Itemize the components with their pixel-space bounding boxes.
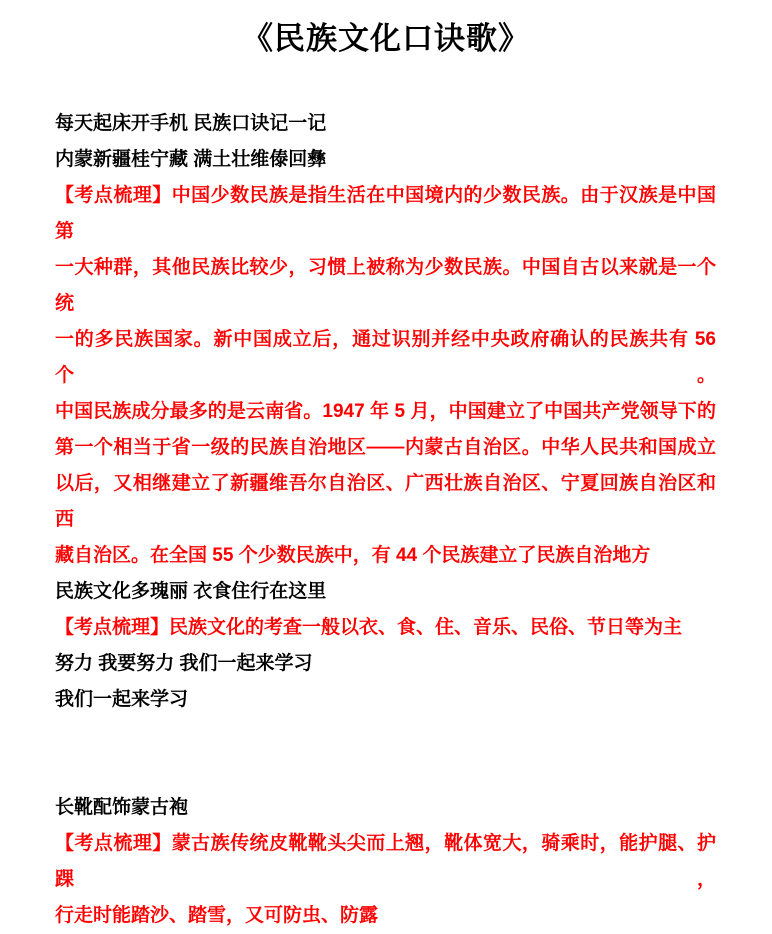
text-line: 【考点梳理】民族文化的考查一般以衣、食、住、音乐、民俗、节日等为主 xyxy=(55,617,683,638)
text-line: 【考点梳理】中国少数民族是指生活在中国境内的少数民族。由于汉族是中国第 xyxy=(55,185,716,242)
text-line: 每天起床开手机 民族口诀记一记 xyxy=(55,113,327,134)
text-line: 努力 我要努力 我们一起来学习 xyxy=(55,653,313,674)
text-line: 第一个相当于省一级的民族自治地区——内蒙古自治区。中华人民共和国成立 xyxy=(55,437,716,458)
text-line xyxy=(55,754,716,790)
text-line: 【考点梳理】蒙古族传统皮靴靴头尖而上翘，靴体宽大，骑乘时，能护腿、护踝， xyxy=(55,833,716,890)
text-line: 长靴配饰蒙古袍 xyxy=(55,797,189,818)
document-title: 《民族文化口诀歌》 xyxy=(242,21,530,56)
text-line: 民族文化多瑰丽 衣食住行在这里 xyxy=(55,581,327,602)
text-line: 内蒙新疆桂宁藏 满土壮维傣回彝 xyxy=(55,149,327,170)
text-line: 我们一起来学习 xyxy=(55,689,189,710)
text-line xyxy=(55,718,716,754)
text-line: 一大种群，其他民族比较少，习惯上被称为少数民族。中国自古以来就是一个统 xyxy=(55,257,716,314)
text-line: 以后，又相继建立了新疆维吾尔自治区、广西壮族自治区、宁夏回族自治区和西 xyxy=(55,473,716,530)
document-body xyxy=(55,106,716,934)
text-line: 藏自治区。在全国 55 个少数民族中，有 44 个民族建立了民族自治地方 xyxy=(55,545,651,566)
text-line: 中国民族成分最多的是云南省。1947 年 5 月，中国建立了中国共产党领导下的 xyxy=(55,401,716,422)
text-line: 一的多民族国家。新中国成立后，通过识别并经中央政府确认的民族共有 56 个。 xyxy=(55,329,716,386)
text-line: 行走时能踏沙、踏雪，又可防虫、防露 xyxy=(55,905,379,926)
